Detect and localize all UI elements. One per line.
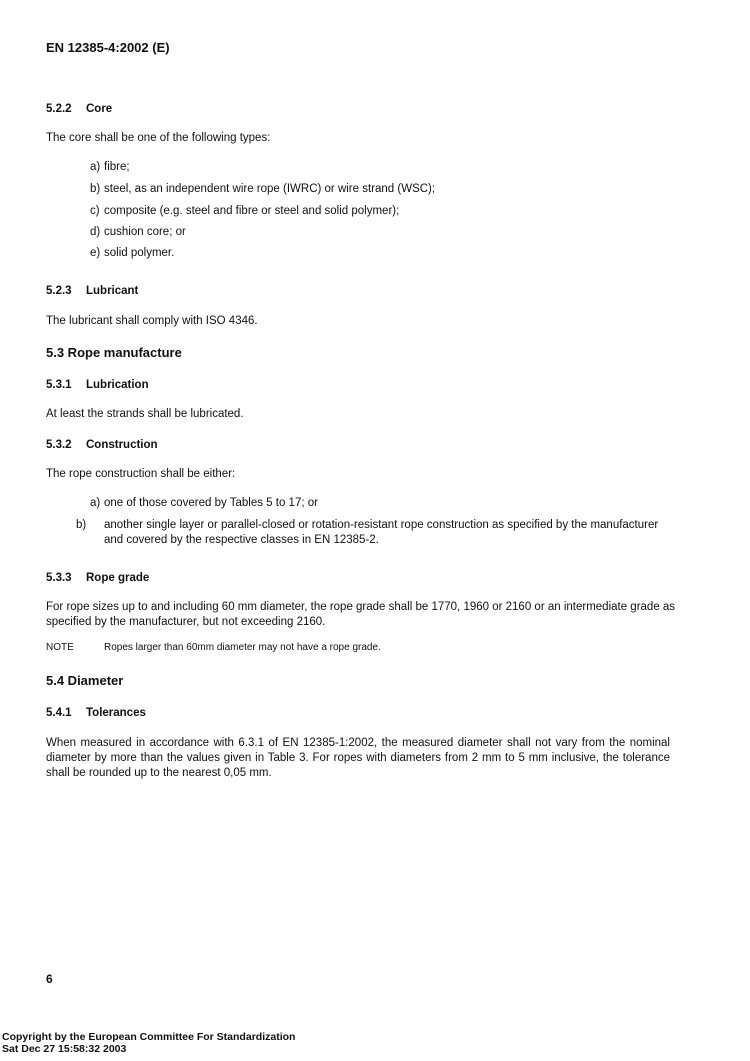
core-item-b: b) steel, as an independent wire rope (IWRC) or wire strand (WSC); [90, 183, 436, 195]
heading-5-3-3: 5.3.3 Rope grade [46, 572, 150, 584]
footer-timestamp: Sat Dec 27 15:58:32 2003 [2, 1043, 127, 1055]
construction-intro: The rope construction shall be either: [46, 468, 236, 480]
heading-5-2-3: 5.2.3 Lubricant [46, 285, 139, 297]
footer-copyright: Copyright by the European Committee For Standardization [2, 1031, 296, 1043]
core-intro: The core shall be one of the following types: [46, 132, 271, 144]
core-item-a: a) fibre; [90, 161, 130, 173]
core-item-e: e) solid polymer. [90, 247, 175, 259]
heading-5-3: 5.3 Rope manufacture [46, 345, 182, 360]
page-number: 6 [46, 972, 53, 986]
heading-5-2-2: 5.2.2 Core [46, 103, 113, 115]
document-header: EN 12385-4:2002 (E) [46, 40, 170, 55]
core-item-c: c) composite (e.g. steel and fibre or steel and solid polymer); [90, 205, 400, 217]
lubrication-text: At least the strands shall be lubricated. [46, 408, 244, 420]
construction-item-a: a) one of those covered by Tables 5 to 17; or [90, 497, 318, 509]
lubricant-text: The lubricant shall comply with ISO 4346. [46, 315, 258, 327]
construction-item-b: b) another single layer or parallel-closed or rotation-resistant rope construction as specified by the manufacturer and covered by the respective classes in EN 12385-2. [76, 519, 659, 546]
heading-5-3-2: 5.3.2 Construction [46, 439, 158, 451]
heading-5-3-1: 5.3.1 Lubrication [46, 379, 149, 391]
rope-grade-text: For rope sizes up to and including 60 mm diameter, the rope grade shall be 1770, 1960 or 2160 or an intermediate grade as specified by the manufacturer, but not exceeding 2160. [46, 601, 676, 628]
tolerances-text: When measured in accordance with 6.3.1 of EN 12385-1:2002, the measured diameter shall not vary from the nominal diameter by more than the values given in Table 3. For ropes with diameters from 2 mm to 5 mm inclusive, the tolerance shall be rounded up to the nearest 0,05 mm. [46, 737, 670, 779]
heading-5-4: 5.4 Diameter [46, 673, 124, 688]
core-item-d: d) cushion core; or [90, 226, 186, 238]
heading-5-4-1: 5.4.1 Tolerances [46, 707, 146, 719]
rope-grade-note: NOTE Ropes larger than 60mm diameter may not have a rope grade. [46, 642, 381, 653]
